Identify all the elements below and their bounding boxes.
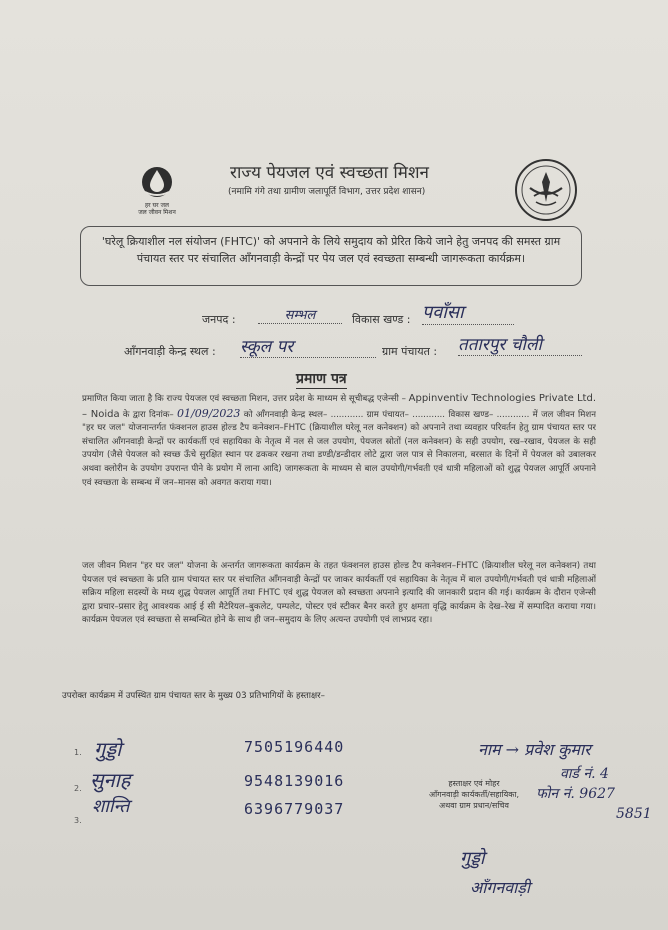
- stamp-line-2: आँगनवाड़ी कार्यकर्ती/सहायिका,: [428, 790, 520, 799]
- anganwadi-worker-name: नाम → प्रवेश कुमार: [478, 740, 591, 759]
- agency-name: Appinventiv Technologies Private Ltd. – Noida: [82, 393, 596, 420]
- contact-phone-continued: 5851: [616, 806, 652, 822]
- gram-panchayat-value: ततारपुर चौली: [458, 332, 582, 356]
- janpad-value: सम्भल: [258, 305, 342, 324]
- gram-panchayat-label: ग्राम पंचायत :: [382, 345, 438, 358]
- ward-number: वार्ड नं. 4: [560, 766, 609, 782]
- para1-rest: को आँगनवाड़ी केन्द्र स्थल– ............ ग्राम पंचायत– ............ विकास खण्ड– ............ में जल जीवन मिशन "हर घर जल" योजनान्तर्गत फंक्शनल हाउस होल्ड टैप कनेक्शन–FHTC (क्रियाशील घरेलू नल कनेक्शन) को अपनाने तथा व्यवहार परिवर्तन हेतु ग्राम पंचायत स्तर पर संचालित आँगनवाड़ी केन्द्रों पर कार्यकर्ती एवं सहायिका के नेतृत्व में नल से जल उपयोग, पेयजल स्रोतों (नल कनेक्शन) के सही उपयोग, रख–रखाव, पेयजल के सही उपयोग (जैसे पेयजल को स्वच्छ ऊँचे सुरक्षित स्थान पर ढककर रखना तथा डण्डी/डन्डीदार लोटे द्वारा जल पात्र से निकालना, बरसात के दिनों में पेयजल को उबालकर अथवा क्लोरीन के उपयोग उपरान्त पीने के प्रयोग में लाना आदि) जागरूकता के माध्यम से बाल उपयोगी/गर्भवती एवं धात्री महिलाओं को शुद्ध पेयजल आपूर्ति अपनाने एवं स्वच्छता के सम्बन्ध में जन–मानस को अवगत कराया गया।: [82, 409, 596, 488]
- para2-text: जल जीवन मिशन "हर घर जल" योजना के अन्तर्गत जागरूकता कार्यक्रम के तहत फंक्शनल हाउस होल्ड टैप कनेक्शन–FHTC (क्रियाशील घरेलू नल कनेक्शन) तथा पेयजल एवं स्वच्छता के प्रति ग्राम पंचायत स्तर पर संचालित आँगनवाड़ी केन्द्रों पर जाकर कार्यकर्ती एवं सहायिका के नेतृत्व में बाल उपयोगी/गर्भवती एवं धात्री महिलाओं सक्रिय महिला सदस्यों के मध्य शुद्ध पेयजल आपूर्ति तथा FHTC एवं शुद्ध पेयजल को स्वच्छता अपनाने इत्यादि की जानकारी प्रदान की गई। कार्यक्रम के दौरान एजेन्सी द्वारा प्रचार–प्रसार हेतु आवश्यक आई ई सी मैटेरियल–बुकलेट, पम्पलेट, पोस्टर एवं स्टीकर बैनर करते हुए क्षमता वृद्धि कार्यक्रम के देख–रेख में सम्पादित कराया गया। कार्यक्रम पेयजल एवं स्वच्छता से सम्बन्धित होने के साथ ही जन–समुदाय के लिए अत्यन्त उपयोगी एवं लाभप्रद रहा।: [82, 561, 596, 626]
- signatory-phone: 6396779037: [244, 800, 345, 818]
- har-ghar-jal-logo: [130, 162, 184, 222]
- signatory-index: 1.: [74, 748, 82, 757]
- page-subtitle: (नमामि गंगे तथा ग्रामीण जलापूर्ति विभाग, उत्तर प्रदेश शासन): [228, 187, 426, 197]
- signatory-name: सुनाह: [90, 768, 131, 792]
- vikas-khand-value: पवाँसा: [422, 300, 514, 325]
- para1-start: प्रमाणित किया जाता है कि राज्य पेयजल एवं स्वच्छता मिशन, उत्तर प्रदेश के माध्यम से सूचीबद्ध एजेन्सी –: [82, 394, 406, 404]
- para1-date-prefix: के द्वारा दिनांक–: [122, 409, 174, 420]
- certificate-paragraph-2: [82, 560, 596, 660]
- signatory-name: गुड्डो: [94, 737, 122, 761]
- logo-text: हर घर जल: [145, 202, 169, 209]
- program-description-box: [80, 226, 582, 286]
- anganwadi-value: स्कूल पर: [240, 334, 376, 358]
- contact-phone: फोन नं. 9627: [536, 786, 615, 802]
- stamp-caption: [404, 778, 544, 811]
- program-date: 01/09/2023: [177, 406, 241, 420]
- janpad-label: जनपद :: [202, 313, 236, 326]
- certificate-paragraph-1: [82, 392, 596, 548]
- handwritten-signature: गुड्डो: [460, 848, 485, 869]
- anganwadi-label: आँगनवाड़ी केन्द्र स्थल :: [124, 345, 216, 358]
- stamp-line-1: हस्ताक्षर एवं मोहर: [448, 779, 500, 788]
- signatory-phone: 7505196440: [244, 738, 345, 756]
- stamp-line-3: अथवा ग्राम प्रधान/सचिव: [439, 801, 509, 810]
- signatory-name: शान्ति: [92, 796, 130, 817]
- page-title: राज्य पेयजल एवं स्वच्छता मिशन: [230, 163, 429, 183]
- signature-role: आँगनवाड़ी: [470, 878, 530, 897]
- certificate-title: प्रमाण पत्र: [296, 371, 347, 387]
- signatory-index: 3.: [74, 816, 82, 825]
- vikas-khand-label: विकास खण्ड :: [352, 313, 411, 326]
- signatories-heading: उपरोक्त कार्यक्रम में उपस्थित ग्राम पंचायत स्तर के मुख्य 03 प्रतिभागियों के हस्ताक्षर–: [62, 691, 325, 701]
- signatory-phone: 9548139016: [244, 772, 345, 790]
- program-description: 'घरेलू क्रियाशील नल संयोजन (FHTC)' को अपनाने के लिये समुदाय को प्रेरित किये जाने हेतु जनपद की समस्त ग्राम पंचायत स्तर पर संचालित आँगनवाड़ी केन्द्रों पर पेय जल एवं स्वच्छता सम्बन्धी जागरूकता कार्यक्रम।: [101, 235, 561, 265]
- up-emblem-icon: [514, 158, 578, 222]
- logo-subtext: जल जीवन मिशन: [138, 209, 176, 216]
- signatory-index: 2.: [74, 784, 82, 793]
